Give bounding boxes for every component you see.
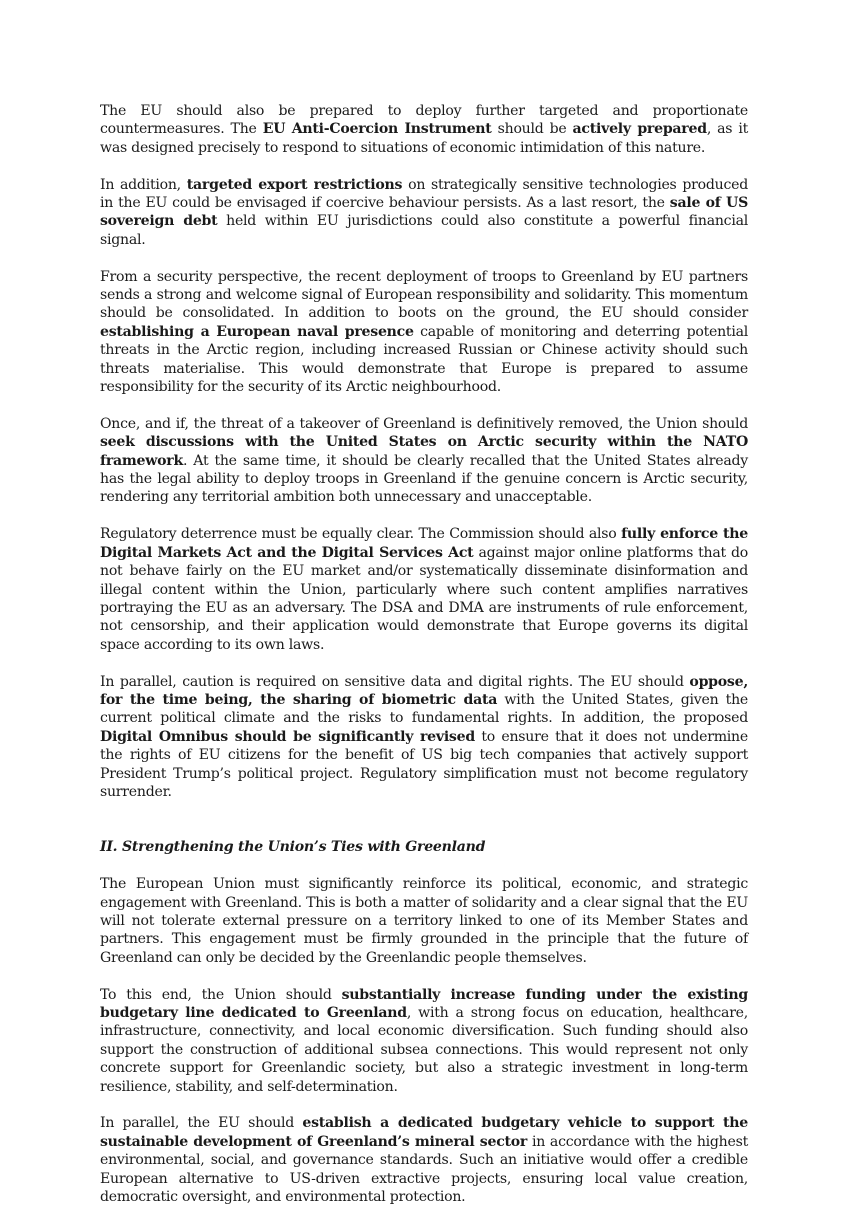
bold-text: targeted export restrictions [186,176,403,193]
paragraph [100,268,748,397]
paragraph [100,176,748,250]
bold-text: actively prepared [572,121,707,138]
paragraph [100,986,748,1096]
paragraph [100,673,748,802]
text-run: In parallel, the EU should [100,1115,303,1132]
text-run: to ensure that it does not undermine the rights of EU citizens for the benefit of US big tech companies that actively support President Trump’s political project. Regulatory simplification must not become regulatory surrender. [100,728,748,800]
policy-paragraphs-greenland [100,875,748,1206]
text-run: Once, and if, the threat of a takeover of Greenland is definitively removed, the Union should [100,415,748,432]
bold-text: seek discussions with the United States on Arctic security within the NATO framework [100,434,748,469]
policy-paragraphs-top [100,102,748,801]
text-run: should be [491,121,573,138]
text-run: capable of monitoring and deterring potential threats in the Arctic region, including increased Russian or Chinese activity should such threats materialise. This would demonstrate that Europe is prepared to assume responsibility for the security of its Arctic neighbourhood. [100,323,749,396]
bold-text: sale of US sovereign debt [100,195,749,230]
bold-text: establishing a European naval presence [100,323,414,340]
text-run: Regulatory deterrence must be equally clear. The Commission should also [100,526,622,543]
section-heading: II. Strengthening the Union’s Ties with Greenland [100,839,486,856]
text-run: From a security perspective, the recent deployment of troops to Greenland by EU partners sends a strong and welcome signal of European responsibility and solidarity. This momentum should be consolidated. In addition to boots on the ground, the EU should consider [100,268,748,322]
paragraph [100,415,748,507]
bold-text: Digital Omnibus should be significantly revised [100,728,475,745]
text-run: held within EU jurisdictions could also constitute a powerful financial signal. [100,213,748,248]
bold-text: establish a dedicated budgetary vehicle to support the sustainable development of Greenland’s mineral sector [100,1115,748,1150]
paragraph [100,525,748,654]
paragraph [100,875,748,967]
text-run: In addition, [100,176,187,193]
text-run: The EU should also be prepared to deploy further targeted and proportionate countermeasures. The [100,103,748,138]
text-run: In parallel, caution is required on sensitive data and digital rights. The EU should [100,673,690,690]
bold-text: fully enforce the Digital Markets Act and the Digital Services Act [100,526,748,561]
text-run: , as it was designed precisely to respond to situations of economic intimidation of this nature. [100,121,748,156]
text-run: , with a strong focus on education, healthcare, infrastructure, connectivity, and local economic diversification. Such funding should also support the construction of additional subsea connections. This would represent not only concrete support for Greenlandic society, but also a strategic investment in long-term resilience, stability, and self-determination. [100,1004,748,1095]
paragraph [100,102,748,157]
text-run: with the United States, given the current political climate and the risks to fundamental rights. In addition, the proposed [100,691,748,727]
text-run: To this end, the Union should [100,986,342,1003]
text-run: The European Union must significantly reinforce its political, economic, and strategic engagement with Greenland. This is both a matter of solidarity and a clear signal that the EU will not tolerate external pressure on a territory linked to one of its Member States and partners. This engagement must be firmly grounded in the principle that the future of Greenland can only be decided by the Greenlandic people themselves. [100,876,748,966]
bold-text: EU Anti-Coercion Instrument [262,121,492,138]
text-run: on strategically sensitive technologies produced in the EU could be envisaged if coercive behaviour persists. As a last resort, the [100,176,748,212]
text-run: . At the same time, it should be clearly recalled that the United States already has the legal ability to deploy troops in Greenland if the genuine concern is Arctic security, rendering any territorial ambition both unnecessary and unacceptable. [100,452,748,506]
document-page [100,102,748,1225]
text-run: in accordance with the highest environmental, social, and governance standards. Such an initiative would offer a credible European alternative to US-driven extractive projects, ensuring local value creation, democratic oversight, and environmental protection. [100,1133,748,1206]
bold-text: substantially increase funding under the existing budgetary line dedicated to Greenland [100,986,748,1021]
text-run: against major online platforms that do not behave fairly on the EU market and/or systematically disseminate disinformation and illegal content within the Union, particularly where such content amplifies narratives portraying the EU as an adversary. The DSA and DMA are instruments of rule enforcement, not censorship, and their application would demonstrate that Europe governs its digital space according to its own laws. [100,544,748,653]
paragraph [100,1114,748,1206]
bold-text: oppose, for the time being, the sharing of biometric data [100,673,748,708]
